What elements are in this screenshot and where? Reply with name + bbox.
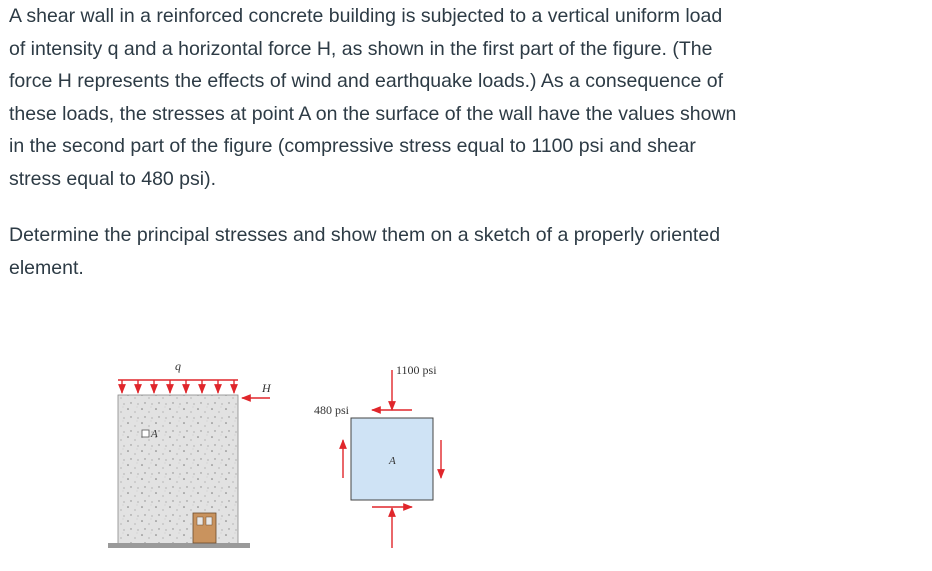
question-line-1: Determine the principal stresses and show them on a sketch of a properly oriented <box>9 224 721 246</box>
line-5: in the second part of the figure (compressive stress equal to 1100 psi and shear <box>9 135 696 157</box>
line-2: of intensity q and a horizontal force H, as shown in the first part of the figure. (The <box>9 37 713 60</box>
point-a-label: A <box>151 428 158 440</box>
point-a-marker <box>142 430 149 437</box>
element-point-label: A <box>389 455 396 467</box>
shear-stress-label: 480 psi <box>314 403 350 417</box>
question-line-2: element. <box>9 256 84 279</box>
line-4: these loads, the stresses at point A on the surface of the wall have the values shown <box>9 102 737 125</box>
distributed-load-arrows <box>118 380 238 393</box>
concrete-wall <box>108 395 250 548</box>
door-icon <box>193 513 216 543</box>
ground-line <box>108 543 250 548</box>
force-h-label: H <box>262 381 271 395</box>
compressive-stress-label: 1100 psi <box>396 363 437 377</box>
line-1: A shear wall in a reinforced concrete building is subjected to a vertical uniform load <box>9 5 723 27</box>
line-6: stress equal to 480 psi). <box>9 167 217 190</box>
load-q-label: q <box>175 359 181 373</box>
line-3: force H represents the effects of wind and earthquake loads.) As a consequence of <box>9 70 723 92</box>
